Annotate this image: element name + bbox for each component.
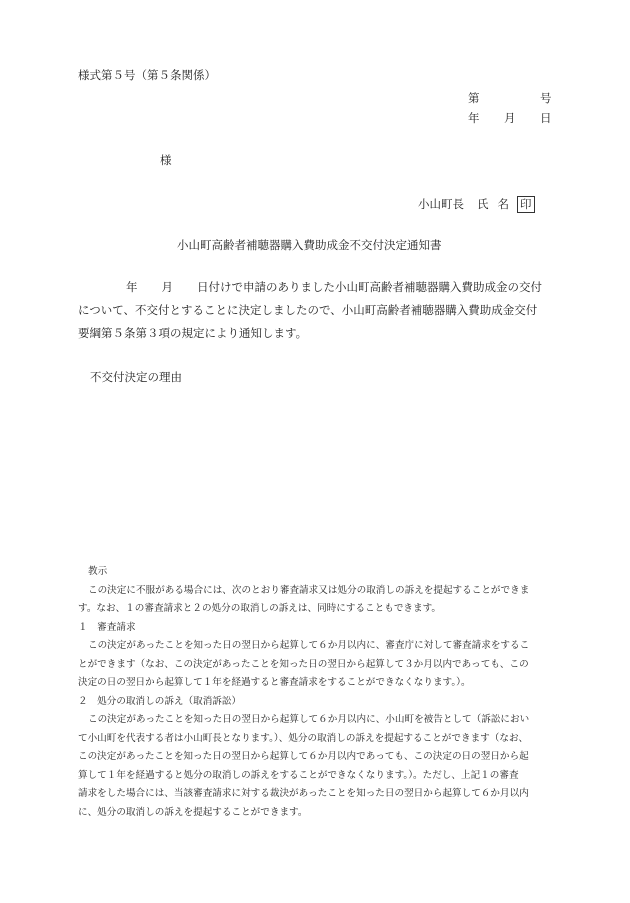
date-year: 年: [468, 111, 480, 125]
notice-section: [78, 563, 556, 822]
body-line-1: 年 月 日付けで申請のありました小山町高齢者補聴器購入費助成金の交付: [126, 280, 542, 294]
notice-section2-line5: 請求をした場合には、当該審査請求に対する裁決があったことを知った日の翌日から起算して６か月以内: [78, 788, 529, 799]
notice-section2-line2: て小山町を代表する者は小山町長となります。）、処分の取消しの訴えを提起することができます（なお、: [78, 732, 529, 744]
date-day: 日: [540, 111, 552, 125]
notice-section1-line1: この決定があったことを知った日の翌日から起算して６か月以内に、審査庁に対して審査請求をするこ: [88, 640, 530, 651]
number-dai: 第: [468, 91, 480, 105]
number-go: 号: [540, 91, 552, 105]
notice-section1-title: １ 審査請求: [78, 621, 136, 633]
notice-section1-line3: 決定の日の翌日から起算して１年を経過すると審査請求をすることができなくなります。）。: [78, 677, 471, 688]
notice-section2-line6: に、処分の取消しの訴えを提起することができます。: [78, 806, 308, 818]
body-line-2: について、不交付とすることに決定しましたので、小山町高齢者補聴器購入費助成金交付: [78, 303, 538, 317]
body-line-3: 要綱第５条第３項の規定により通知します。: [78, 326, 308, 340]
issuer-block: [418, 196, 535, 213]
notice-section2-line3: この決定があったことを知った日の翌日から起算して６か月以内であっても、この決定の日の翌日から起: [78, 751, 529, 762]
document-title: 小山町高齢者補聴器購入費助成金不交付決定通知書: [177, 238, 442, 252]
addressee-sama: 様: [160, 153, 172, 167]
date-month: 月: [504, 111, 516, 125]
body-paragraph: [78, 276, 556, 345]
issuer-mei: 名: [497, 197, 509, 211]
form-label: 様式第５号（第５条関係）: [78, 68, 216, 82]
issuer-title: 小山町長: [418, 197, 464, 211]
issuer-shi: 氏: [477, 197, 489, 211]
notice-section2-line1: この決定があったことを知った日の翌日から起算して６か月以内に、小山町を被告として（訴訟におい: [88, 714, 530, 725]
notice-intro-2: す。なお、１の審査請求と２の処分の取消しの訴えは、同時にすることもできます。: [78, 603, 442, 614]
reason-label: 不交付決定の理由: [90, 370, 182, 384]
notice-section1-line2: とができます（なお、この決定があったことを知った日の翌日から起算して３か月以内であっても、この: [78, 658, 529, 670]
notice-intro-1: この決定に不服がある場合には、次のとおり審査請求又は処分の取消しの訴えを提起することができま: [88, 584, 530, 596]
notice-section2-line4: 算して１年を経過すると処分の取消しの訴えをすることができなくなります。）。ただし、上記１の審査: [78, 769, 519, 781]
notice-heading: 教示: [88, 566, 108, 577]
seal-stamp: 印: [517, 196, 535, 213]
notice-section2-title: ２ 処分の取消しの訴え（取消訴訟）: [78, 695, 242, 707]
